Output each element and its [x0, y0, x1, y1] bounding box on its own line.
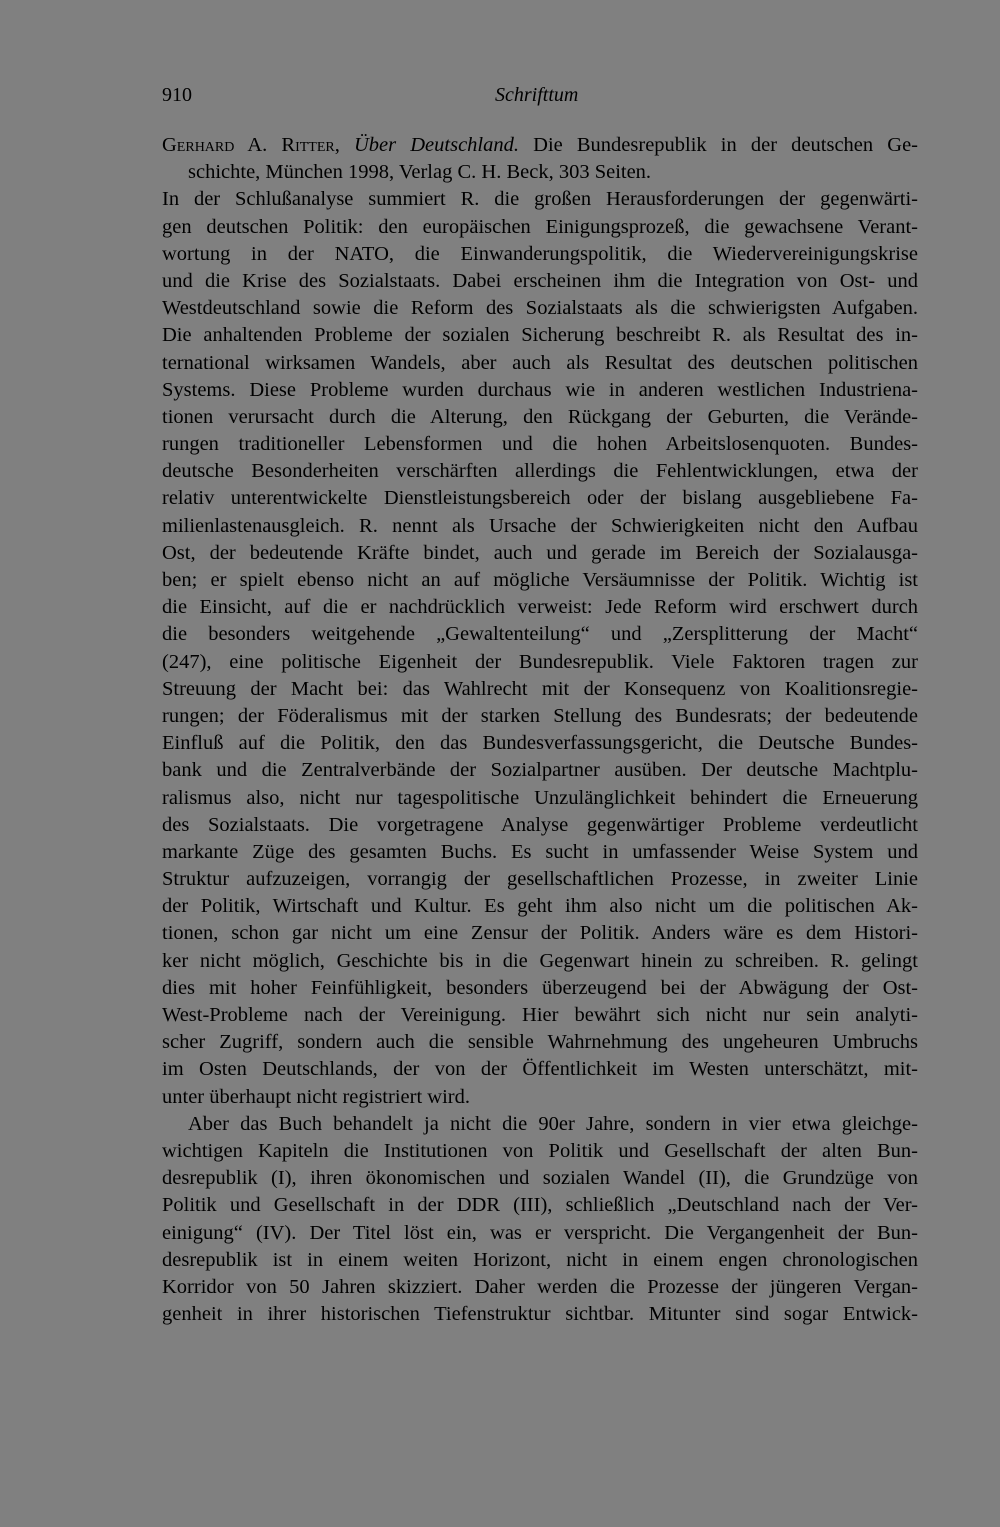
text-line: die Einsicht, auf die er nachdrücklich verweist: Jede Reform wird erschwert durch: [162, 596, 918, 619]
text-line: milienlastenausgleich. R. nennt als Ursache der Schwierigkeiten nicht den Aufbau: [162, 514, 918, 537]
citation-line-1: [162, 132, 918, 159]
text-line: im Osten Deutschlands, der von der Öffentlichkeit im Westen unterschätzt, mit-: [162, 1058, 918, 1081]
text-line: der Politik, Wirtschaft und Kultur. Es geht ihm also nicht um die politischen Ak-: [162, 895, 918, 918]
book-page: [162, 84, 918, 1328]
text-line: bank und die Zentralverbände der Sozialpartner ausüben. Der deutsche Machtplu-: [162, 759, 918, 782]
text-line: ker nicht möglich, Geschichte bis in die Gegenwart hinein zu schreiben. R. gelingt: [162, 949, 918, 972]
text-line: und die Krise des Sozialstaats. Dabei erscheinen ihm die Integration von Ost- und: [162, 269, 918, 292]
text-line: Die anhaltenden Probleme der sozialen Sicherung beschreibt R. als Resultat des in-: [162, 324, 918, 347]
text-line: Politik und Gesellschaft in der DDR (III), schließlich „Deutschland nach der Ver-: [162, 1194, 918, 1217]
text-line: tionen verursacht durch die Alterung, den Rückgang der Geburten, die Verände-: [162, 405, 918, 428]
text-line: einigung“ (IV). Der Titel löst ein, was er verspricht. Die Vergangenheit der Bun-: [162, 1221, 918, 1244]
text-line: Struktur aufzuzeigen, vorrangig der gesellschaftlichen Prozesse, in zweiter Linie: [162, 868, 918, 891]
review-subtitle: Die Bundesrepublik in der deutschen Ge-: [533, 134, 918, 156]
text-line: rungen traditioneller Lebensformen und die hohen Arbeitslosenquoten. Bundes-: [162, 433, 918, 456]
text-line: West-Probleme nach der Vereinigung. Hier bewährt sich nicht nur sein analyti-: [162, 1004, 918, 1026]
text-line: des Sozialstaats. Die vorgetragene Analyse gegenwärtiger Probleme verdeutlicht: [162, 813, 918, 836]
citation-line-2: schichte, München 1998, Verlag C. H. Beck, 303 Seiten.: [188, 161, 652, 184]
text-line: Westdeutschland sowie die Reform des Sozialstaats als die schwierigsten Aufgaben.: [162, 297, 918, 320]
text-line: desrepublik ist in einem weiten Horizont, nicht in einem engen chronologischen: [162, 1248, 918, 1271]
text-line: markante Züge des gesamten Buchs. Es sucht in umfassender Weise System und: [162, 840, 918, 863]
text-line: Ost, der bedeutende Kräfte bindet, auch und gerade im Bereich der Sozialausga-: [162, 541, 918, 564]
review-paragraph-1: [162, 186, 918, 1110]
text-line: scher Zugriff, sondern auch die sensible Wahrnehmung des ungeheuren Umbruchs: [162, 1031, 918, 1054]
text-line: rungen; der Föderalismus mit der starken Stellung des Bundesrats; der bedeutende: [162, 704, 918, 727]
text-line: wortung in der NATO, die Einwanderungspolitik, die Wiedervereinigungskrise: [162, 242, 918, 265]
text-line: dies mit hoher Feinfühligkeit, besonders überzeugend bei der Abwägung der Ost-: [162, 976, 918, 999]
text-line: In der Schlußanalyse summiert R. die großen Herausforderungen der gegenwärti-: [162, 188, 918, 211]
text-line: desrepublik (I), ihren ökonomischen und sozialen Wandel (II), die Grundzüge von: [162, 1167, 918, 1190]
text-line: Aber das Buch behandelt ja nicht die 90er Jahre, sondern in vier etwa gleichge-: [188, 1112, 918, 1135]
page-number: 910: [162, 84, 192, 106]
review-paragraph-2: [162, 1111, 918, 1329]
text-line: deutsche Besonderheiten verschärften allerdings die Fehlentwicklungen, etwa der: [162, 460, 918, 483]
text-line: ternational wirksamen Wandels, aber auch als Resultat des deutschen politischen: [162, 351, 918, 374]
text-line: Korridor von 50 Jahren skizziert. Daher werden die Prozesse der jüngeren Vergan-: [162, 1275, 918, 1298]
text-line: relativ unterentwickelte Dienstleistungsbereich oder der bislang ausgebliebene Fa-: [162, 487, 918, 510]
review-book-title: Über Deutschland.: [354, 134, 520, 156]
running-title: Schrifttum: [495, 84, 579, 106]
text-line: unter überhaupt nicht registriert wird.: [162, 1085, 470, 1108]
review-author: Gerhard A. Ritter,: [162, 134, 340, 156]
text-line: Systems. Diese Probleme wurden durchaus wie in anderen westlichen Industriena-: [162, 378, 918, 401]
text-line: Streuung der Macht bei: das Wahlrecht mit der Konsequenz von Koalitionsregie-: [162, 677, 918, 700]
text-line: die besonders weitgehende „Gewaltenteilung“ und „Zersplitterung der Macht“: [162, 623, 918, 646]
text-line: gen deutschen Politik: den europäischen Einigungsprozeß, die gewachsene Verant-: [162, 215, 918, 238]
text-line: wichtigen Kapiteln die Institutionen von Politik und Gesellschaft der alten Bun-: [162, 1139, 918, 1162]
running-head: [162, 84, 918, 124]
review-citation: [162, 132, 918, 186]
text-line: Einfluß auf die Politik, den das Bundesverfassungsgericht, die Deutsche Bundes-: [162, 732, 918, 755]
text-line: ben; er spielt ebenso nicht an auf mögliche Versäumnisse der Politik. Wichtig ist: [162, 569, 918, 591]
text-line: ralismus also, nicht nur tagespolitische Unzulänglichkeit behindert die Erneuerung: [162, 786, 918, 809]
text-line: genheit in ihrer historischen Tiefenstruktur sichtbar. Mitunter sind sogar Entwick-: [162, 1303, 918, 1326]
text-line: (247), eine politische Eigenheit der Bundesrepublik. Viele Faktoren tragen zur: [162, 650, 918, 673]
text-line: tionen, schon gar nicht um eine Zensur der Politik. Anders wäre es dem Histori-: [162, 922, 918, 945]
